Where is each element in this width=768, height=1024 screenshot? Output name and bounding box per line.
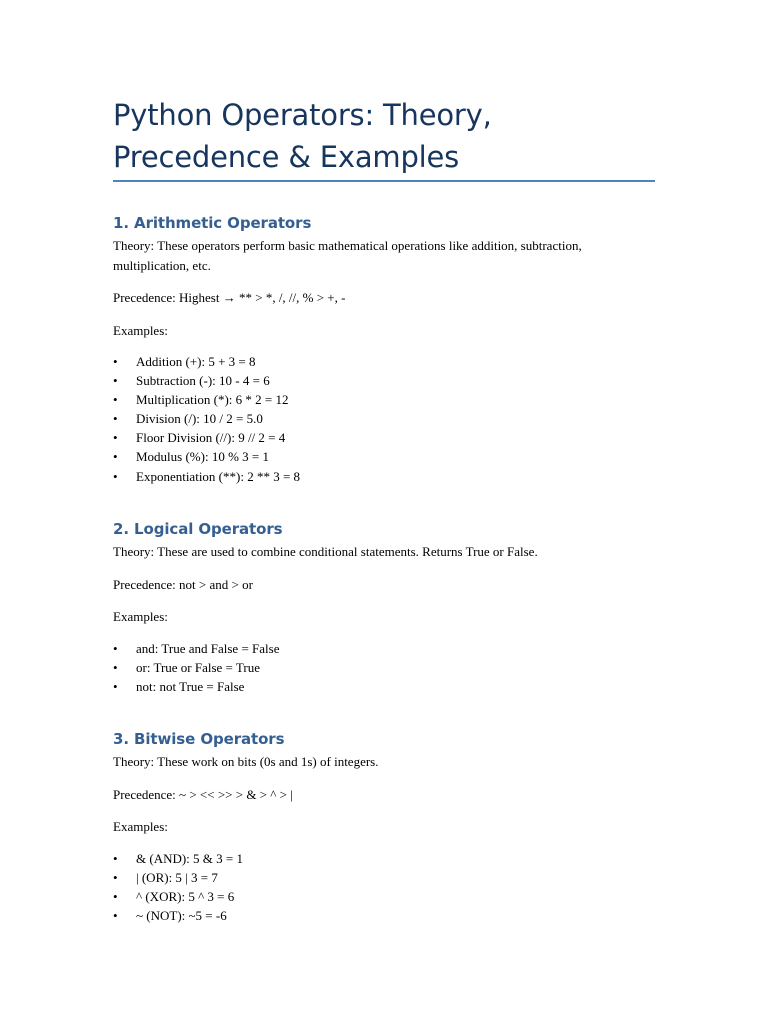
bullet-icon: •: [113, 888, 118, 904]
bullet-icon: •: [113, 678, 118, 694]
list-item-text: Floor Division (//): 9 // 2 = 4: [136, 430, 286, 446]
section-heading: 1. Arithmetic Operators: [113, 214, 312, 232]
list-item: [113, 467, 655, 486]
list-item-text: | (OR): 5 | 3 = 7: [136, 869, 218, 885]
bullet-icon: •: [113, 430, 118, 446]
precedence-text: Precedence: ~ > << >> > & > ^ > |: [113, 786, 293, 802]
examples-label: Examples:: [113, 322, 168, 338]
list-item: [113, 371, 655, 390]
theory-text: Theory: These work on bits (0s and 1s) of integers.: [113, 754, 379, 769]
list-item-text: Modulus (%): 10 % 3 = 1: [136, 449, 269, 465]
bullet-icon: •: [113, 411, 118, 427]
list-item: [113, 868, 655, 887]
list-item: [113, 390, 655, 409]
section-bitwise-operators: [113, 728, 655, 925]
examples-list: [113, 849, 655, 925]
list-item: [113, 428, 655, 447]
section-arithmetic-operators: [113, 212, 655, 486]
bullet-icon: •: [113, 659, 118, 675]
list-item: [113, 409, 655, 428]
list-item: [113, 849, 655, 868]
list-item-text: ~ (NOT): ~5 = -6: [136, 907, 227, 923]
bullet-icon: •: [113, 449, 118, 465]
list-item-text: and: True and False = False: [136, 640, 280, 656]
examples-list: [113, 352, 655, 486]
list-item-text: Addition (+): 5 + 3 = 8: [136, 354, 256, 369]
section-heading: 2. Logical Operators: [113, 520, 283, 538]
list-item-text: Subtraction (-): 10 - 4 = 6: [136, 373, 270, 389]
bullet-icon: •: [113, 907, 118, 923]
document-title: Python Operators: Theory, Precedence & Examples: [113, 98, 492, 174]
section-heading: 3. Bitwise Operators: [113, 730, 285, 748]
title-underline-rule: [113, 180, 655, 182]
bullet-icon: •: [113, 468, 118, 484]
precedence-text: Precedence: Highest → ** > *, /, //, % > +, -: [113, 290, 346, 305]
bullet-icon: •: [113, 373, 118, 389]
list-item: [113, 677, 655, 696]
list-item: [113, 887, 655, 906]
bullet-icon: •: [113, 869, 118, 885]
list-item: [113, 447, 655, 466]
list-item-text: Exponentiation (**): 2 ** 3 = 8: [136, 468, 301, 484]
theory-text: Theory: These operators perform basic mathematical operations like addition, subtraction, multiplication, etc.: [113, 238, 582, 273]
list-item-text: Multiplication (*): 6 * 2 = 12: [136, 392, 289, 408]
list-item-text: & (AND): 5 & 3 = 1: [136, 850, 243, 866]
list-item-text: ^ (XOR): 5 ^ 3 = 6: [136, 888, 235, 904]
list-item: [113, 639, 655, 658]
section-logical-operators: [113, 518, 655, 696]
list-item-text: or: True or False = True: [136, 659, 260, 675]
bullet-icon: •: [113, 354, 118, 369]
theory-text: Theory: These are used to combine conditional statements. Returns True or False.: [113, 544, 538, 559]
examples-label: Examples:: [113, 609, 168, 624]
bullet-icon: •: [113, 850, 118, 866]
list-item: [113, 906, 655, 925]
examples-list: [113, 639, 655, 696]
list-item: [113, 658, 655, 677]
bullet-icon: •: [113, 640, 118, 656]
examples-label: Examples:: [113, 819, 168, 834]
list-item: [113, 352, 655, 371]
list-item-text: Division (/): 10 / 2 = 5.0: [136, 411, 263, 427]
precedence-text: Precedence: not > and > or: [113, 576, 253, 592]
list-item-text: not: not True = False: [136, 678, 245, 694]
bullet-icon: •: [113, 392, 118, 408]
